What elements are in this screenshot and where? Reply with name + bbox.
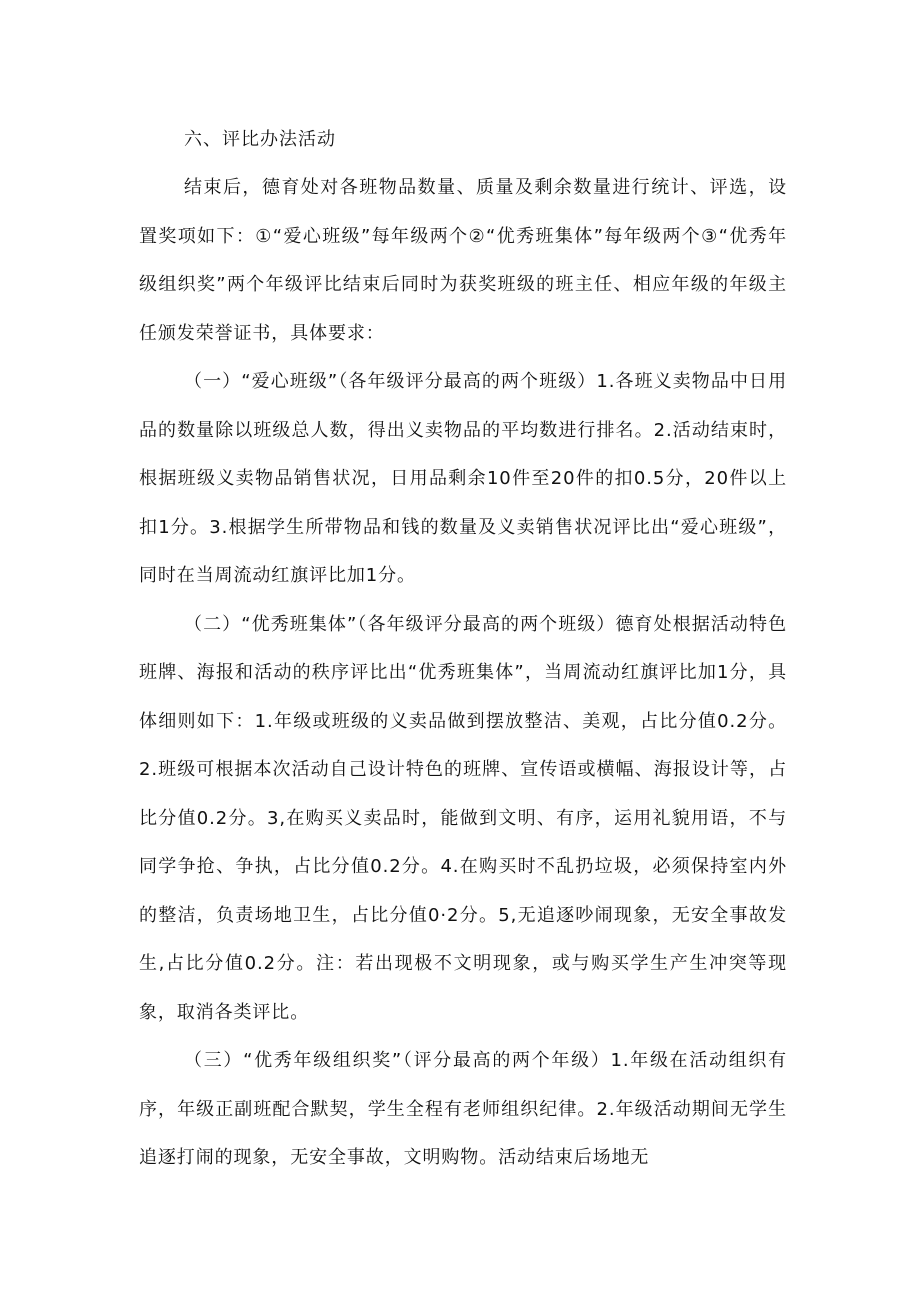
paragraph-intro: 结束后，德育处对各班物品数量、质量及剩余数量进行统计、评选，设置奖项如下：①“爱心班级”每年级两个②“优秀班集体”每年级两个③“优秀年级组织奖”两个年级评比结束后同时为获奖班级的班主任、相应年级的年级主任颁发荣誉证书，具体要求： (139, 177, 787, 344)
paragraph-love-class: （一）“爱心班级”（各年级评分最高的两个班级）1.各班义卖物品中日用品的数量除以班级总人数，得出义卖物品的平均数进行排名。2.活动结束时，根据班级义卖物品销售状况，日用品剩余10件至20件的扣0.5分，20件以上扣1分。3.根据学生所带物品和钱的数量及义卖销售状况评比出“爱心班级”，同时在当周流动红旗评比加1分。 (139, 371, 787, 586)
paragraph-grade-award: （三）“优秀年级组织奖”（评分最高的两个年级）1.年级在活动组织有序，年级正副班配合默契，学生全程有老师组织纪律。2.年级活动期间无学生追逐打闹的现象，无安全事故，文明购物。活动结束后场地无 (139, 1050, 787, 1168)
section-heading: 六、评比办法活动 (184, 129, 336, 150)
paragraph-excellent-class: （二）“优秀班集体”（各年级评分最高的两个班级）德育处根据活动特色班牌、海报和活动的秩序评比出“优秀班集体”，当周流动红旗评比加1分，具体细则如下：1.年级或班级的义卖品做到摆放整洁、美观，占比分值0.2分。2.班级可根据本次活动自己设计特色的班牌、宣传语或横幅、海报设计等，占比分值0.2分。3,在购买义卖品时，能做到文明、有序，运用礼貌用语，不与同学争抢、争执，占比分值0.2分。4.在购买时不乱扔垃圾，必须保持室内外的整洁，负责场地卫生，占比分值0·2分。5,无追逐吵闹现象，无安全事故发生,占比分值0.2分。注：若出现极不文明现象，或与购买学生产生冲突等现象，取消各类评比。 (139, 613, 787, 1023)
document-body (139, 116, 787, 1183)
